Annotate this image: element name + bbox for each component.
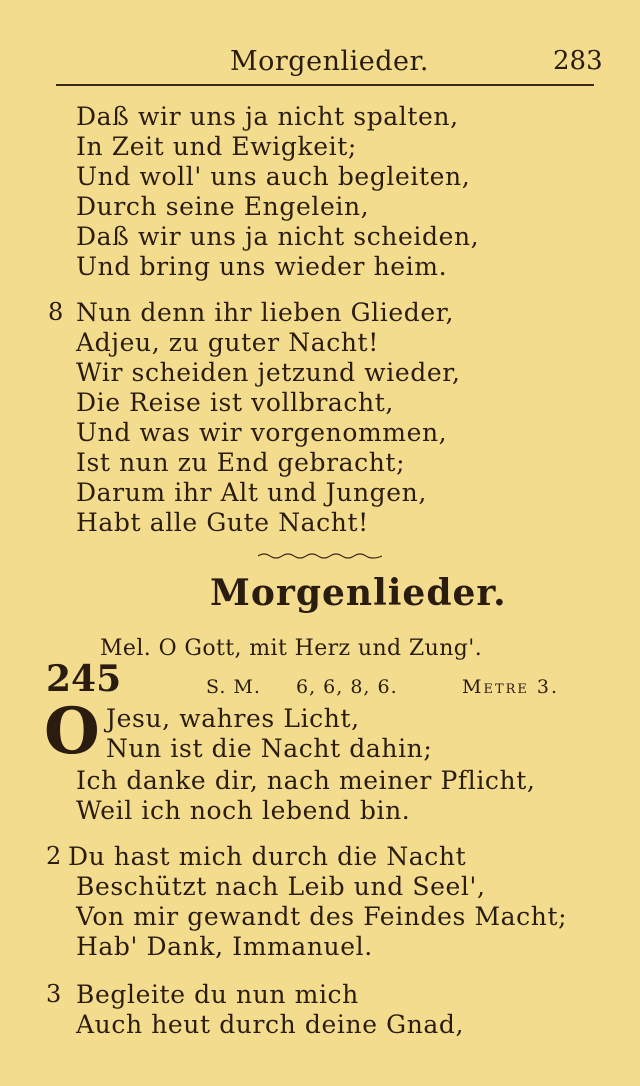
melody-note: Mel. O Gott, mit Herz und Zung'. <box>100 636 483 661</box>
page-number: 283 <box>553 46 603 76</box>
prev-hymn-line-5: Daß wir uns ja nicht scheiden, <box>76 222 480 251</box>
verse3-line-1: Begleite du nun mich <box>76 980 359 1009</box>
metre-label: Metre 3. <box>462 676 560 698</box>
prev-hymn-line-1: Daß wir uns ja nicht spalten, <box>76 102 459 131</box>
verse2-line-3: Von mir gewandt des Feindes Macht; <box>76 902 568 931</box>
running-head <box>0 46 640 86</box>
running-title: Morgenlieder. <box>230 46 429 77</box>
verse3-line-2: Auch heut durch deine Gnad, <box>76 1010 465 1039</box>
verse8-line-8: Habt alle Gute Nacht! <box>76 508 369 537</box>
prev-hymn-line-4: Durch seine Engelein, <box>76 192 370 221</box>
verse8-line-1: Nun denn ihr lieben Glieder, <box>76 298 455 327</box>
ornament-divider <box>258 552 382 560</box>
meter-code: S. M. <box>206 676 261 698</box>
verse1-line-2: Nun ist die Nacht dahin; <box>106 734 433 763</box>
verse8-line-7: Darum ihr Alt und Jungen, <box>76 478 427 507</box>
verse2-line-4: Hab' Dank, Immanuel. <box>76 932 373 961</box>
prev-hymn-line-6: Und bring uns wieder heim. <box>76 252 448 281</box>
verse1-line-3: Ich danke dir, nach meiner Pflicht, <box>76 766 536 795</box>
verse2-line-1: Du hast mich durch die Nacht <box>68 842 467 871</box>
verse8-line-5: Und was wir vorgenommen, <box>76 418 448 447</box>
verse-number-8: 8 <box>48 298 64 326</box>
verse2-line-2: Beschützt nach Leib und Seel', <box>76 872 486 901</box>
verse1-line-4: Weil ich noch lebend bin. <box>76 796 411 825</box>
verse-number-2: 2 <box>46 842 62 870</box>
prev-hymn-line-3: Und woll' uns auch begleiten, <box>76 162 471 191</box>
prev-hymn-line-2: In Zeit und Ewigkeit; <box>76 132 357 161</box>
verse8-line-3: Wir scheiden jetzund wieder, <box>76 358 461 387</box>
drop-cap: O <box>44 694 100 769</box>
section-title: Morgenlieder. <box>210 572 507 614</box>
verse8-line-2: Adjeu, zu guter Nacht! <box>76 328 379 357</box>
meter-numbers: 6, 6, 8, 6. <box>296 676 398 698</box>
verse8-line-6: Ist nun zu End gebracht; <box>76 448 406 477</box>
verse1-line-1: Jesu, wahres Licht, <box>106 704 360 733</box>
hymn-number: 245 <box>46 658 122 700</box>
verse-number-3: 3 <box>46 980 62 1008</box>
header-rule <box>56 84 594 86</box>
verse8-line-4: Die Reise ist vollbracht, <box>76 388 394 417</box>
